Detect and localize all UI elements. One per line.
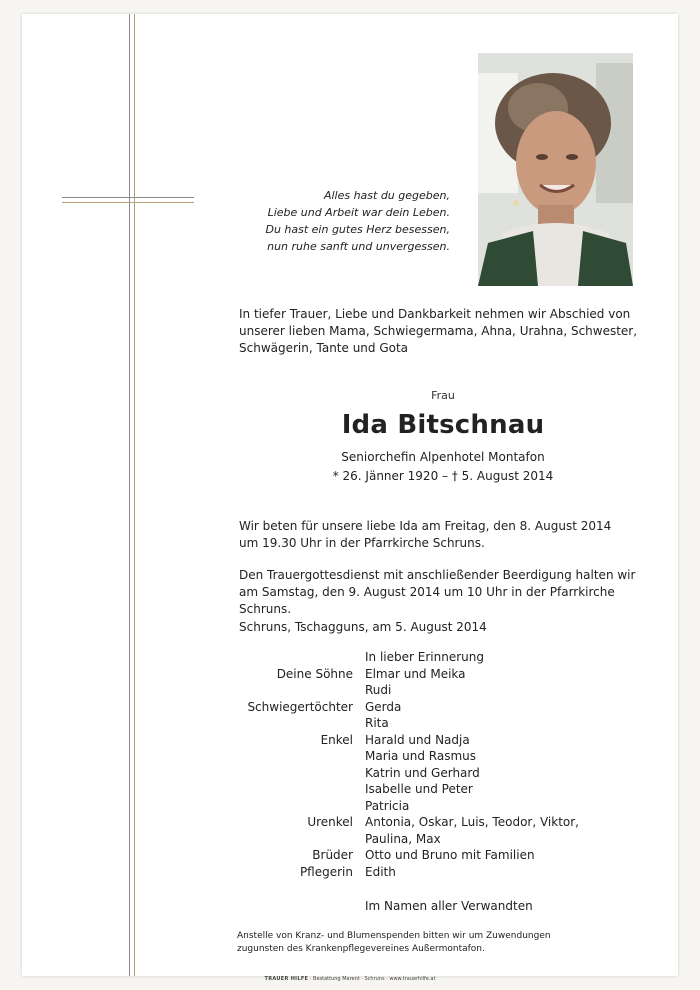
family-names: Paulina, Max bbox=[365, 831, 441, 846]
deceased-name: Ida Bitschnau bbox=[341, 410, 545, 440]
family-row bbox=[150, 832, 630, 849]
family-row bbox=[150, 815, 630, 832]
family-names: In lieber Erinnerung bbox=[365, 650, 484, 664]
footer-brand: TRAUER HILFE bbox=[264, 976, 309, 982]
memorial-verse bbox=[230, 187, 450, 255]
family-row bbox=[150, 749, 630, 766]
family-row bbox=[150, 865, 630, 882]
family-role: Urenkel bbox=[307, 815, 353, 829]
donation-line: Anstelle von Kranz- und Blumenspenden bitten wir um Zuwendungen bbox=[237, 931, 551, 941]
prayer-line: um 19.30 Uhr in der Pfarrkirche Schruns. bbox=[239, 536, 485, 550]
family-role: Deine Söhne bbox=[276, 666, 353, 681]
family-row bbox=[150, 766, 630, 783]
donation-note bbox=[237, 930, 637, 956]
cross-vertical-line bbox=[129, 14, 130, 976]
family-role: Pflegerin bbox=[299, 864, 353, 879]
family-list bbox=[150, 650, 630, 881]
family-names: Patricia bbox=[365, 798, 410, 813]
portrait-illustration bbox=[478, 53, 633, 286]
family-row bbox=[150, 683, 630, 700]
family-row bbox=[150, 667, 630, 684]
verse-line: Du hast ein gutes Herz besessen, bbox=[265, 223, 450, 236]
family-names: Isabelle und Peter bbox=[365, 782, 473, 796]
family-names: Rudi bbox=[365, 683, 392, 697]
portrait-photo bbox=[478, 53, 633, 286]
place-date: Schruns, Tschagguns, am 5. August 2014 bbox=[239, 620, 487, 634]
cross-horizontal-line bbox=[62, 197, 194, 198]
family-row bbox=[150, 782, 630, 799]
family-row bbox=[150, 650, 630, 667]
family-row bbox=[150, 700, 630, 717]
family-row bbox=[150, 848, 630, 865]
verse-line: nun ruhe sanft und unvergessen. bbox=[267, 240, 450, 253]
family-row bbox=[150, 733, 630, 750]
life-dates: * 26. Jänner 1920 – † 5. August 2014 bbox=[332, 469, 554, 483]
prayer-notice bbox=[239, 518, 659, 552]
footer bbox=[0, 976, 700, 982]
closing-signature: Im Namen aller Verwandten bbox=[365, 899, 533, 913]
funeral-line: Den Trauergottesdienst mit anschließender Beerdigung halten wir bbox=[239, 568, 636, 582]
family-row bbox=[150, 799, 630, 816]
family-names: Edith bbox=[365, 864, 396, 879]
footer-text: · Bestattung Marent · Schruns · www.trauerhilfe.at bbox=[309, 976, 436, 982]
family-names: Rita bbox=[365, 716, 389, 730]
family-names: Harald und Nadja bbox=[365, 732, 470, 747]
deceased-title: Seniorchefin Alpenhotel Montafon bbox=[341, 450, 545, 464]
family-role: Enkel bbox=[320, 732, 353, 747]
family-row bbox=[150, 716, 630, 733]
family-names: Elmar und Meika bbox=[365, 666, 466, 681]
family-names: Antonia, Oskar, Luis, Teodor, Viktor, bbox=[365, 815, 579, 829]
funeral-line: am Samstag, den 9. August 2014 um 10 Uhr in der Pfarrkirche Schruns. bbox=[239, 585, 615, 616]
cross-horizontal-gold-line bbox=[62, 202, 194, 203]
prayer-line: Wir beten für unsere liebe Ida am Freitag, den 8. August 2014 bbox=[239, 519, 612, 533]
funeral-notice bbox=[239, 567, 659, 618]
intro-text: In tiefer Trauer, Liebe und Dankbarkeit nehmen wir Abschied von unserer lieben Mama, Schwiegermama, Ahna, Urahna, Schwester, Schwägerin, Tante und Gota bbox=[239, 307, 638, 355]
verse-line: Alles hast du gegeben, bbox=[323, 189, 450, 202]
family-names: Katrin und Gerhard bbox=[365, 765, 480, 780]
family-role: Brüder bbox=[312, 848, 353, 862]
family-names: Maria und Rasmus bbox=[365, 749, 477, 763]
verse-line: Liebe und Arbeit war dein Leben. bbox=[267, 206, 450, 219]
cross-vertical-gold-line bbox=[134, 14, 135, 976]
name-prefix: Frau bbox=[431, 389, 455, 402]
family-names: Gerda bbox=[365, 699, 402, 714]
donation-line: zugunsten des Krankenpflegevereines Außermontafon. bbox=[237, 944, 485, 954]
family-names: Otto und Bruno mit Familien bbox=[365, 848, 535, 862]
family-role: Schwiegertöchter bbox=[247, 699, 353, 714]
